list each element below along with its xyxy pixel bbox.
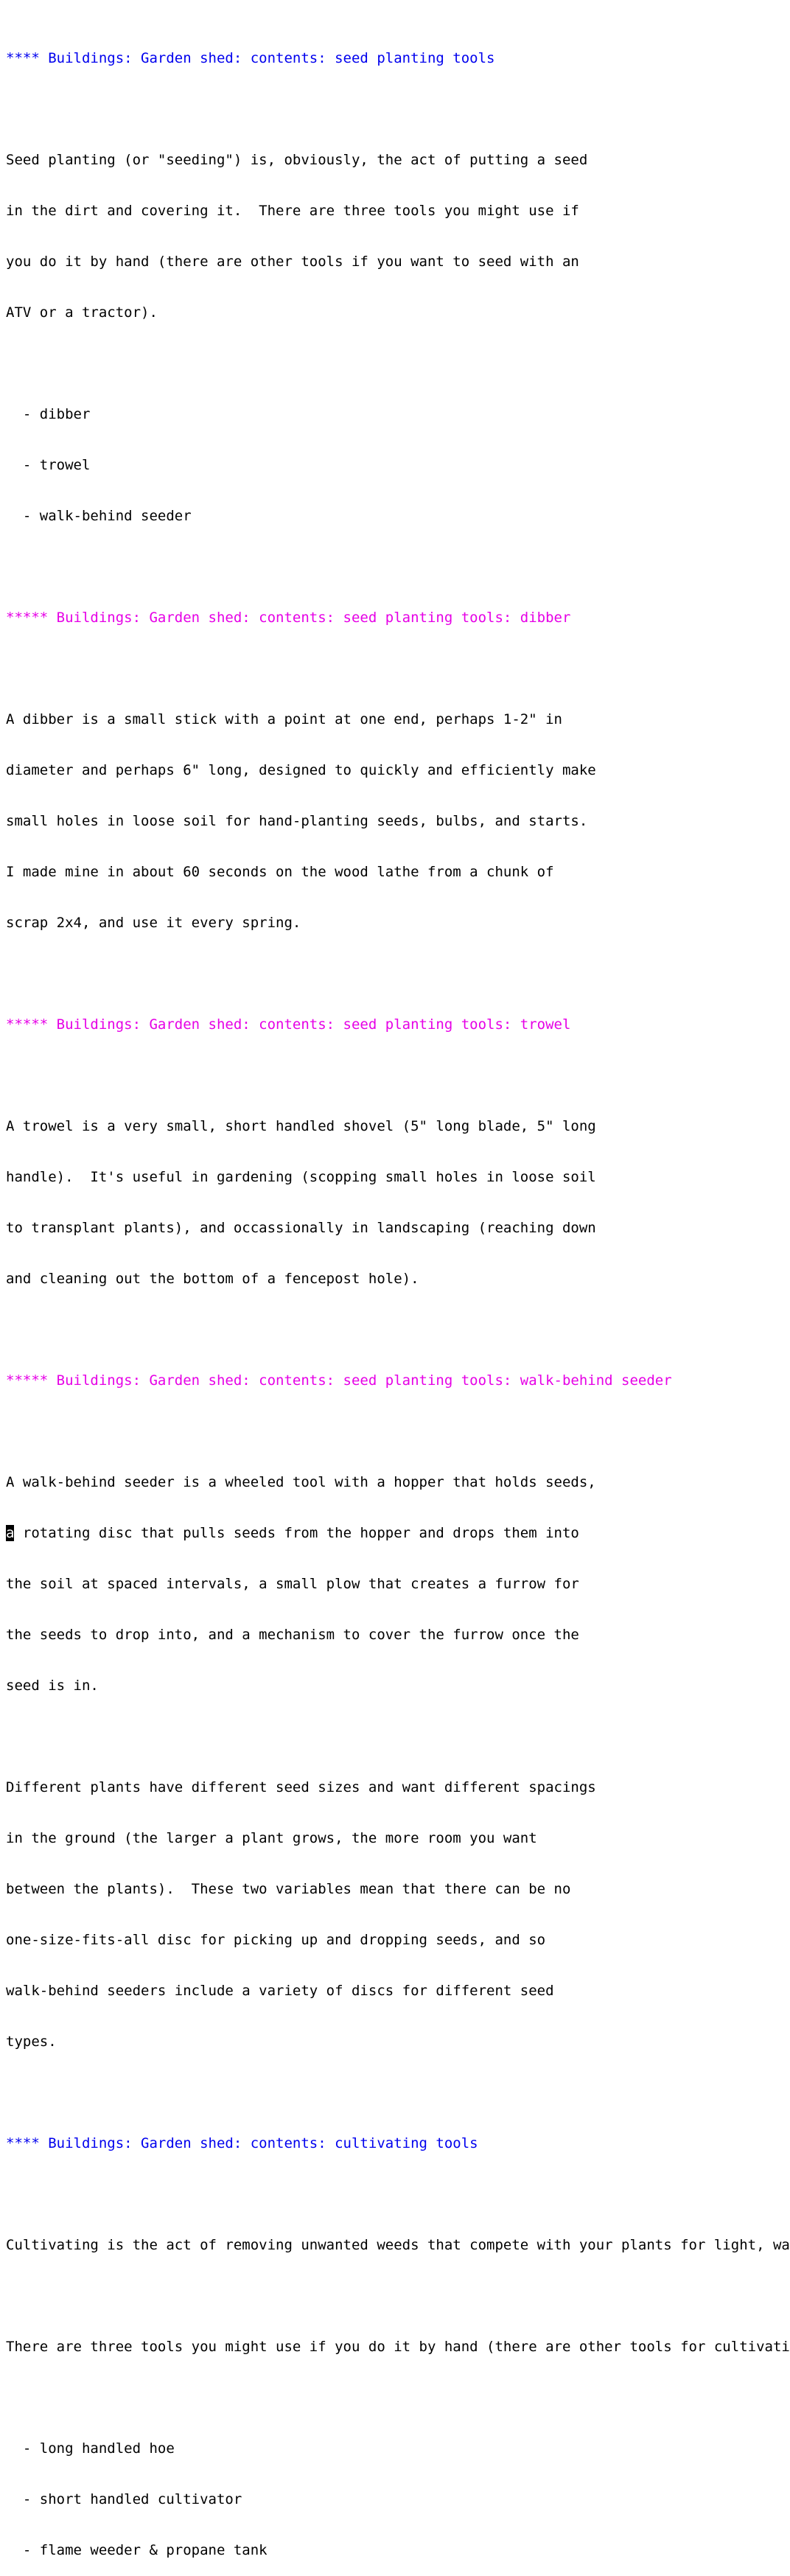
org-heading-dibber[interactable]: ***** Buildings: Garden shed: contents: seed planting tools: dibber [6, 610, 571, 626]
paragraph-line: the seeds to drop into, and a mechanism to cover the furrow once the [6, 1627, 579, 1643]
blank-line [6, 559, 767, 576]
blank-line [6, 660, 767, 677]
paragraph-line: A trowel is a very small, short handled shovel (5" long blade, 5" long [6, 1118, 596, 1134]
blank-line [6, 2186, 767, 2203]
paragraph-line: small holes in loose soil for hand-planting seeds, bulbs, and starts. [6, 813, 588, 829]
paragraph-line: walk-behind seeders include a variety of discs for different seed [6, 1983, 554, 1999]
blank-line [6, 2288, 767, 2305]
paragraph-line: ATV or a tractor). [6, 304, 158, 321]
line-text: rotating disc that pulls seeds from the hopper and drops them into [14, 1525, 579, 1541]
org-heading-trowel[interactable]: ***** Buildings: Garden shed: contents: seed planting tools: trowel [6, 1016, 571, 1033]
blank-line [6, 1067, 767, 1084]
paragraph-line: Cultivating is the act of removing unwanted weeds that compete with your plants for light, wa [6, 2237, 790, 2253]
blank-line [6, 1322, 767, 1338]
org-heading-walk-behind-seeder[interactable]: ***** Buildings: Garden shed: contents: seed planting tools: walk-behind seeder [6, 1372, 672, 1389]
list-item: - walk-behind seeder [6, 508, 192, 524]
paragraph-line: to transplant plants), and occassionally in landscaping (reaching down [6, 1220, 596, 1236]
paragraph-line: I made mine in about 60 seconds on the wood lathe from a chunk of [6, 864, 554, 880]
paragraph-line: Seed planting (or "seeding") is, obviously, the act of putting a seed [6, 152, 588, 168]
blank-line [6, 355, 767, 372]
paragraph-line: the soil at spaced intervals, a small plow that creates a furrow for [6, 1576, 579, 1592]
list-item: - short handled cultivator [6, 2491, 242, 2507]
text-editor-buffer[interactable] [6, 16, 790, 2576]
list-item: - trowel [6, 457, 91, 473]
org-heading-cultivating-tools[interactable]: **** Buildings: Garden shed: contents: cultivating tools [6, 2135, 478, 2151]
paragraph-line: handle). It's useful in gardening (scopping small holes in loose soil [6, 1169, 596, 1185]
paragraph-line-with-cursor [6, 1525, 767, 1542]
paragraph-line: between the plants). These two variables mean that there can be no [6, 1881, 571, 1897]
paragraph-line: Different plants have different seed sizes and want different spacings [6, 1779, 596, 1795]
paragraph-line: and cleaning out the bottom of a fencepost hole). [6, 1271, 419, 1287]
paragraph-line: scrap 2x4, and use it every spring. [6, 915, 301, 931]
paragraph-line: A dibber is a small stick with a point at one end, perhaps 1-2" in [6, 711, 562, 727]
paragraph-line: There are three tools you might use if you do it by hand (there are other tools for cultivati [6, 2339, 790, 2355]
blank-line [6, 2390, 767, 2406]
text-cursor[interactable]: a [6, 1525, 15, 1541]
org-heading-seed-planting-tools[interactable]: **** Buildings: Garden shed: contents: seed planting tools [6, 50, 495, 66]
paragraph-line: in the ground (the larger a plant grows, the more room you want [6, 1830, 537, 1846]
blank-line [6, 1423, 767, 1440]
paragraph-line: one-size-fits-all disc for picking up and dropping seeds, and so [6, 1932, 546, 1948]
list-item: - flame weeder & propane tank [6, 2542, 268, 2558]
blank-line [6, 101, 767, 118]
paragraph-line: A walk-behind seeder is a wheeled tool with a hopper that holds seeds, [6, 1474, 596, 1490]
paragraph-line: types. [6, 2034, 57, 2050]
blank-line [6, 1728, 767, 1745]
blank-line [6, 966, 767, 982]
list-item: - dibber [6, 406, 91, 422]
paragraph-line: seed is in. [6, 1678, 99, 1694]
paragraph-line: diameter and perhaps 6" long, designed to quickly and efficiently make [6, 762, 596, 778]
blank-line [6, 2084, 767, 2101]
paragraph-line: you do it by hand (there are other tools if you want to seed with an [6, 254, 579, 270]
paragraph-line: in the dirt and covering it. There are three tools you might use if [6, 203, 579, 219]
list-item: - long handled hoe [6, 2440, 175, 2457]
